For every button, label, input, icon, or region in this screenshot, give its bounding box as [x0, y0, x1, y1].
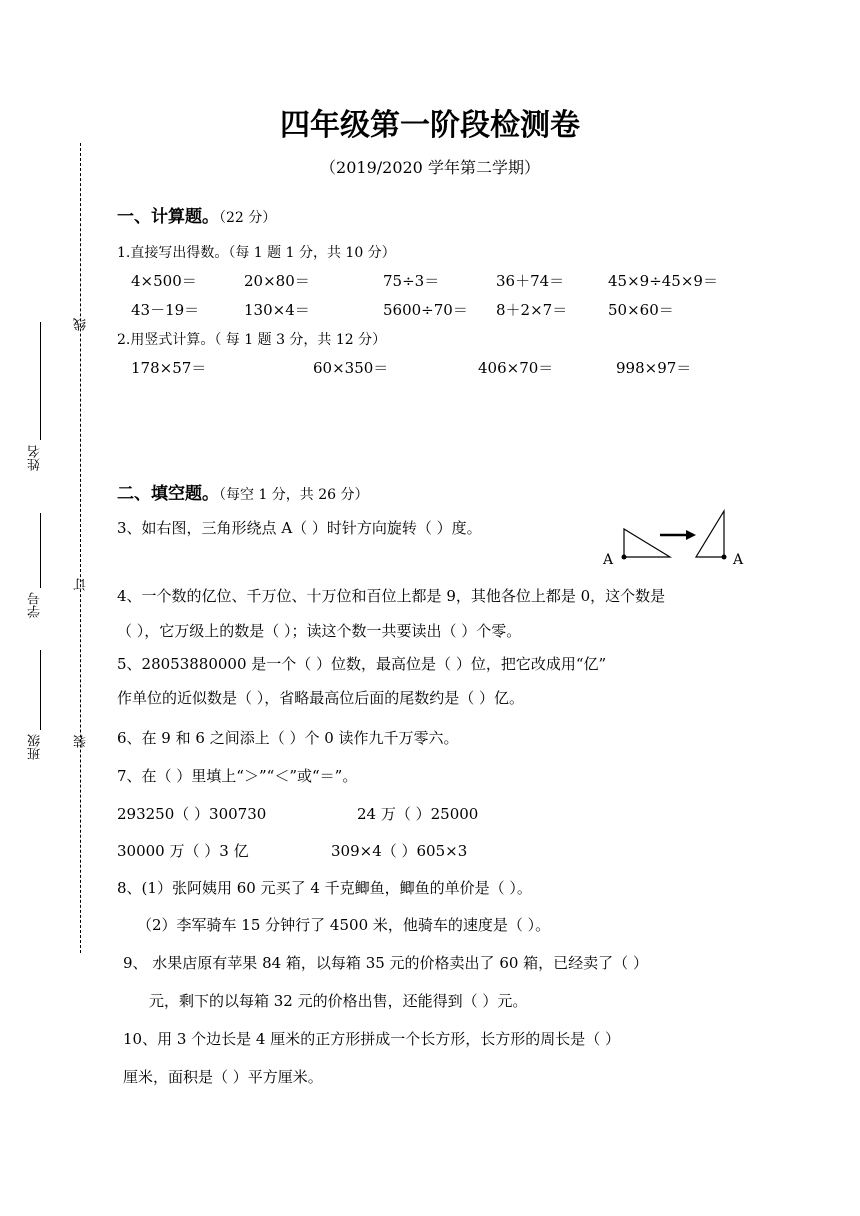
q1-r2-c4: 8＋2×7＝: [496, 301, 568, 319]
binding-dashed-line: [80, 143, 81, 953]
q1-r1-c3: 75÷3＝: [383, 272, 440, 290]
page-title: 四年级第一阶段检测卷: [280, 108, 580, 143]
q1-r2-c3: 5600÷70＝: [383, 301, 468, 319]
q7-item-1: 293250（ ）300730: [117, 805, 267, 823]
point-a-after: [722, 555, 727, 560]
q1-r2-c2: 130×4＝: [244, 301, 310, 319]
q2-item-3: 406×70＝: [478, 359, 554, 377]
q1-r1-c5: 45×9÷45×9＝: [608, 272, 718, 290]
q5-line-1: 5、28053880000 是一个（ ）位数，最高位是（ ）位，把它改成用“亿”: [117, 655, 607, 673]
q4-line-1: 4、一个数的亿位、千万位、十万位和百位上都是 9，其他各位上都是 0，这个数是: [117, 587, 666, 605]
arrow-head-icon: [686, 530, 696, 540]
section2-note: （每空 1 分，共 26 分）: [219, 487, 369, 503]
q7-item-2: 24 万（ ）25000: [357, 805, 479, 823]
section1-heading-text: 一、计算题。: [117, 207, 219, 227]
section1-note: （22 分）: [219, 210, 277, 226]
section1-heading: [117, 202, 276, 227]
q9-line-1: 9、 水果店原有苹果 84 箱，以每箱 35 元的价格卖出了 60 箱，已经卖了（ ）: [123, 954, 648, 972]
point-a-label-2: A: [733, 552, 744, 568]
q4-line-2: （ ），它万级上的数是（ ）；读这个数一共要读出（ ）个零。: [117, 622, 522, 640]
q7-text: 7、在（ ）里填上“＞”“＜”或“＝”。: [117, 767, 358, 785]
q2-item-1: 178×57＝: [131, 359, 207, 377]
page-subtitle: （2019/2020 学年第二学期）: [320, 158, 540, 177]
triangle-before: [624, 529, 670, 557]
q2-label: 2.用竖式计算。（ 每 1 题 3 分，共 12 分）: [117, 332, 387, 348]
q9-line-2: 元，剩下的以每箱 32 元的价格出售，还能得到（ ）元。: [149, 992, 528, 1010]
name-fill-line: [40, 322, 41, 440]
q2-item-2: 60×350＝: [313, 359, 389, 377]
class-label: 班级: [28, 734, 43, 760]
binding-char-line: 线: [74, 318, 89, 331]
q1-label: 1.直接写出得数。（每 1 题 1 分，共 10 分）: [117, 245, 396, 261]
q3-text: 3、如右图，三角形绕点 A（ ）时针方向旋转（ ）度。: [117, 519, 482, 537]
q10-line-2: 厘米，面积是（ ）平方厘米。: [123, 1068, 323, 1086]
q8-line-2: （2）李军骑车 15 分钟行了 4500 米，他骑车的速度是（ ）。: [137, 916, 551, 934]
class-fill-line: [40, 650, 41, 730]
point-a-before: [622, 555, 627, 560]
q2-item-4: 998×97＝: [616, 359, 692, 377]
section2-heading-text: 二、填空题。: [117, 484, 219, 504]
q8-line-1: 8、(1）张阿姨用 60 元买了 4 千克鲫鱼，鲫鱼的单价是（ ）。: [117, 879, 532, 897]
triangle-after: [696, 511, 724, 557]
binding-char-ding: 订: [74, 578, 89, 591]
q1-r2-c5: 50×60＝: [608, 301, 674, 319]
q1-r1-c1: 4×500＝: [131, 272, 197, 290]
q7-item-4: 309×4（ ）605×3: [331, 842, 468, 860]
q5-line-2: 作单位的近似数是（ ），省略最高位后面的尾数约是（ ）亿。: [117, 689, 525, 707]
q1-r2-c1: 43－19＝: [131, 301, 200, 319]
section2-heading: [117, 479, 369, 504]
q6-text: 6、在 9 和 6 之间添上（ ）个 0 读作九千万零六。: [117, 729, 459, 747]
binding-char-zhuang: 装: [74, 735, 89, 748]
q1-r1-c4: 36＋74＝: [496, 272, 565, 290]
q1-r1-c2: 20×80＝: [244, 272, 310, 290]
number-fill-line: [40, 513, 41, 588]
point-a-label-1: A: [603, 552, 614, 568]
q7-item-3: 30000 万（ ）3 亿: [117, 842, 249, 860]
number-label: 学号: [28, 592, 43, 618]
name-label: 姓名: [28, 445, 43, 471]
q10-line-1: 10、用 3 个边长是 4 厘米的正方形拼成一个长方形，长方形的周长是（ ）: [123, 1030, 621, 1048]
